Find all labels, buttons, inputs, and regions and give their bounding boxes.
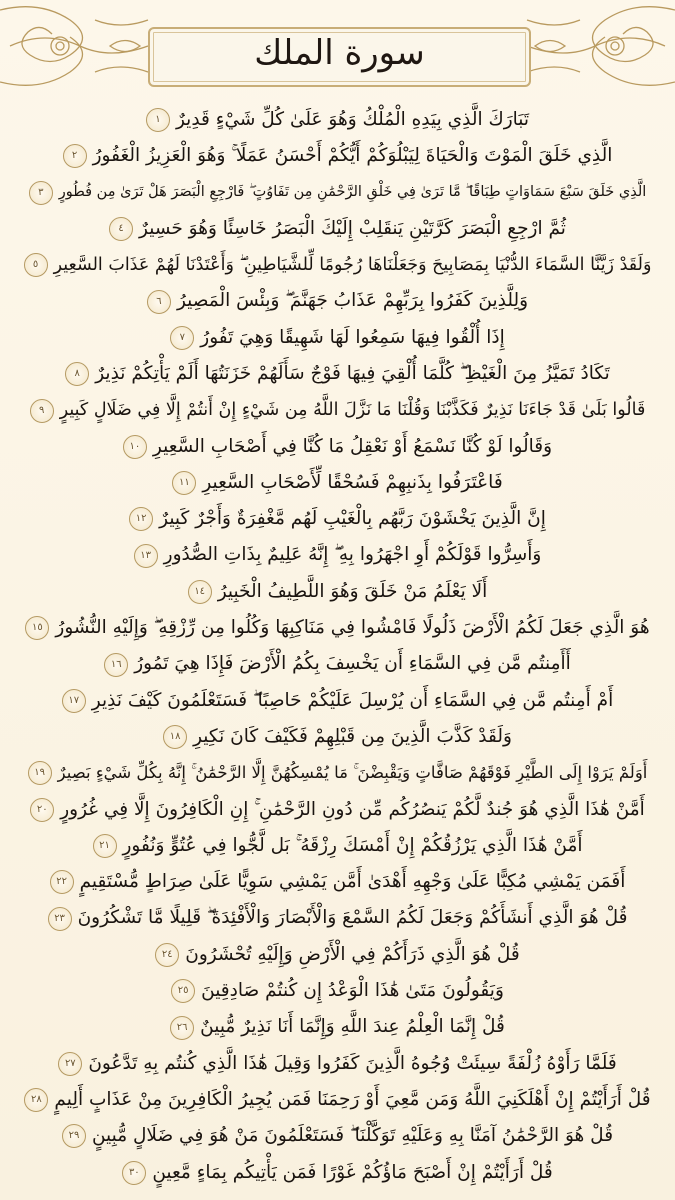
verse-line: [14, 864, 661, 900]
verse-number-marker: ٥: [24, 253, 48, 277]
verse-number-marker: ٢٢: [50, 870, 74, 894]
left-ornament-icon: [0, 0, 150, 92]
verse-number-marker: ١١: [172, 471, 196, 495]
verse-text: قُلْ هُوَ الَّذِي أَنشَأَكُمْ وَجَعَلَ لَكُمُ السَّمْعَ وَالْأَبْصَارَ وَالْأَفْئِدَةَ ۖ قَلِيلًا مَّا تَشْكُرُونَ: [77, 907, 628, 929]
verse-line: [14, 828, 661, 864]
verse-line: [14, 574, 661, 610]
verse-number-marker: ١٧: [62, 689, 86, 713]
verse-line: [14, 1009, 661, 1045]
verse-text: قُلْ أَرَأَيْتُمْ إِنْ أَهْلَكَنِيَ اللَّهُ وَمَن مَّعِيَ أَوْ رَحِمَنَا فَمَن يُجِيرُ الْكَافِرِينَ مِنْ عَذَابٍ أَلِيمٍ: [54, 1088, 651, 1110]
verse-text: الَّذِي خَلَقَ سَبْعَ سَمَاوَاتٍ طِبَاقًا ۖ مَّا تَرَىٰ فِي خَلْقِ الرَّحْمَٰنِ مِن تَفَاوُتٍ ۖ فَارْجِعِ الْبَصَرَ هَلْ تَرَىٰ مِن فُطُورٍ: [58, 184, 647, 201]
verse-number-marker: ٧: [170, 326, 194, 350]
verse-number-marker: ٢١: [93, 834, 117, 858]
verse-line: [14, 102, 661, 138]
verse-line: [14, 392, 661, 428]
verse-line: [14, 501, 661, 537]
verse-line: [14, 1082, 661, 1118]
verse-text: وَقَالُوا لَوْ كُنَّا نَسْمَعُ أَوْ نَعْقِلُ مَا كُنَّا فِي أَصْحَابِ السَّعِيرِ: [152, 435, 553, 457]
verse-text: وَلَقَدْ كَذَّبَ الَّذِينَ مِن قَبْلِهِمْ فَكَيْفَ كَانَ نَكِيرِ: [193, 725, 512, 747]
verse-number-marker: ٢٧: [58, 1052, 82, 1076]
verse-line: [14, 901, 661, 937]
verse-line: [14, 175, 661, 211]
verse-line: [14, 320, 661, 356]
verse-number-marker: ١٩: [28, 761, 52, 785]
verse-text: أَفَمَن يَمْشِي مُكِبًّا عَلَىٰ وَجْهِهِ أَهْدَىٰ أَمَّن يَمْشِي سَوِيًّا عَلَىٰ صِرَاطٍ مُّسْتَقِيمٍ: [79, 871, 626, 893]
verse-number-marker: ٣: [29, 181, 53, 205]
verse-line: [14, 610, 661, 646]
verse-line: [14, 465, 661, 501]
verse-number-marker: ٦: [147, 290, 171, 314]
verse-line: [14, 211, 661, 247]
verse-number-marker: ٢٣: [48, 907, 72, 931]
verse-text: هُوَ الَّذِي جَعَلَ لَكُمُ الْأَرْضَ ذَلُولًا فَامْشُوا فِي مَنَاكِبِهَا وَكُلُوا مِن رِّزْقِهِ ۖ وَإِلَيْهِ النُّشُورُ: [55, 617, 650, 639]
verse-number-marker: ١٥: [25, 616, 49, 640]
verse-text: تَبَارَكَ الَّذِي بِيَدِهِ الْمُلْكُ وَهُوَ عَلَىٰ كُلِّ شَيْءٍ قَدِيرٌ: [175, 108, 530, 130]
title-frame: [148, 27, 531, 87]
verse-line: [14, 138, 661, 174]
verse-text: وَأَسِرُّوا قَوْلَكُمْ أَوِ اجْهَرُوا بِهِ ۖ إِنَّهُ عَلِيمٌ بِذَاتِ الصُّدُورِ: [163, 544, 542, 566]
verse-number-marker: ٢٤: [155, 943, 179, 967]
verse-line: [14, 429, 661, 465]
verse-line: [14, 538, 661, 574]
verse-number-marker: ٨: [65, 362, 89, 386]
verse-number-marker: ٤: [109, 217, 133, 241]
verse-number-marker: ١٦: [104, 653, 128, 677]
surah-title: سورة الملك: [254, 33, 425, 73]
verse-number-marker: ٢٦: [170, 1016, 194, 1040]
verse-number-marker: ١٨: [163, 725, 187, 749]
verse-text: ثُمَّ ارْجِعِ الْبَصَرَ كَرَّتَيْنِ يَنقَلِبْ إِلَيْكَ الْبَصَرُ خَاسِئًا وَهُوَ حَسِيرٌ: [139, 217, 566, 239]
verse-number-marker: ٣٠: [122, 1161, 146, 1185]
verse-number-marker: ١: [146, 108, 170, 132]
verse-line: [14, 1046, 661, 1082]
surah-header: [0, 0, 675, 92]
verse-line: [14, 792, 661, 828]
verse-text: قُلْ أَرَأَيْتُمْ إِنْ أَصْبَحَ مَاؤُكُمْ غَوْرًا فَمَن يَأْتِيكُم بِمَاءٍ مَّعِينٍ: [152, 1161, 553, 1183]
verse-text: فَلَمَّا رَأَوْهُ زُلْفَةً سِيئَتْ وُجُوهُ الَّذِينَ كَفَرُوا وَقِيلَ هَٰذَا الَّذِي كُنتُم بِهِ تَدَّعُونَ: [88, 1052, 617, 1074]
verse-line: [14, 683, 661, 719]
verse-line: [14, 719, 661, 755]
verse-text: أَوَلَمْ يَرَوْا إِلَى الطَّيْرِ فَوْقَهُمْ صَافَّاتٍ وَيَقْبِضْنَ ۚ مَا يُمْسِكُهُنَّ إِلَّا الرَّحْمَٰنُ ۚ إِنَّهُ بِكُلِّ شَيْءٍ بَصِيرٌ: [57, 763, 648, 783]
verses-list: [14, 102, 661, 1191]
verse-number-marker: ١٠: [123, 435, 147, 459]
verse-line: [14, 973, 661, 1009]
verse-line: [14, 937, 661, 973]
verse-number-marker: ١٢: [129, 507, 153, 531]
verse-line: [14, 283, 661, 319]
verse-number-marker: ٢٨: [24, 1088, 48, 1112]
verse-line: [14, 356, 661, 392]
verse-text: فَاعْتَرَفُوا بِذَنبِهِمْ فَسُحْقًا لِّأَصْحَابِ السَّعِيرِ: [202, 471, 503, 493]
verse-text: أَمَّنْ هَٰذَا الَّذِي هُوَ جُندٌ لَّكُمْ يَنصُرُكُم مِّن دُونِ الرَّحْمَٰنِ ۚ إِنِ الْكَافِرُونَ إِلَّا فِي غُرُورٍ: [60, 798, 645, 820]
verse-line: [14, 1155, 661, 1191]
verse-text: أَمَّنْ هَٰذَا الَّذِي يَرْزُقُكُمْ إِنْ أَمْسَكَ رِزْقَهُ ۚ بَل لَّجُّوا فِي عُتُوٍّ وَنُفُورٍ: [122, 834, 583, 856]
verse-text: وَيَقُولُونَ مَتَىٰ هَٰذَا الْوَعْدُ إِن كُنتُمْ صَادِقِينَ: [201, 980, 504, 1002]
verse-text: الَّذِي خَلَقَ الْمَوْتَ وَالْحَيَاةَ لِيَبْلُوَكُمْ أَيُّكُمْ أَحْسَنُ عَمَلًا ۚ وَهُوَ الْعَزِيزُ الْغَفُورُ: [92, 145, 613, 167]
verse-line: [14, 755, 661, 791]
verse-text: قُلْ إِنَّمَا الْعِلْمُ عِندَ اللَّهِ وَإِنَّمَا أَنَا نَذِيرٌ مُّبِينٌ: [200, 1016, 505, 1038]
verse-number-marker: ١٤: [188, 580, 212, 604]
verse-number-marker: ٢٥: [171, 979, 195, 1003]
verse-number-marker: ٢: [63, 144, 87, 168]
verse-line: [14, 646, 661, 682]
verse-number-marker: ٢٠: [30, 798, 54, 822]
verse-text: قُلْ هُوَ الرَّحْمَٰنُ آمَنَّا بِهِ وَعَلَيْهِ تَوَكَّلْنَا ۖ فَسَتَعْلَمُونَ مَنْ هُوَ فِي ضَلَالٍ مُّبِينٍ: [91, 1125, 614, 1147]
verse-number-marker: ٢٩: [62, 1124, 86, 1148]
verse-text: أَأَمِنتُم مَّن فِي السَّمَاءِ أَن يَخْسِفَ بِكُمُ الْأَرْضَ فَإِذَا هِيَ تَمُورُ: [134, 653, 571, 675]
verse-text: وَلِلَّذِينَ كَفَرُوا بِرَبِّهِمْ عَذَابُ جَهَنَّمَ ۖ وَبِئْسَ الْمَصِيرُ: [176, 290, 529, 312]
verse-text: وَلَقَدْ زَيَّنَّا السَّمَاءَ الدُّنْيَا بِمَصَابِيحَ وَجَعَلْنَاهَا رُجُومًا لِّلشَّيَاطِينِ ۖ وَأَعْتَدْنَا لَهُمْ عَذَابَ السَّعِيرِ: [53, 254, 652, 275]
verse-text: تَكَادُ تَمَيَّزُ مِنَ الْغَيْظِ ۖ كُلَّمَا أُلْقِيَ فِيهَا فَوْجٌ سَأَلَهُمْ خَزَنَتُهَا أَلَمْ يَأْتِكُمْ نَذِيرٌ: [95, 362, 610, 384]
right-ornament-icon: [525, 0, 675, 92]
verse-number-marker: ١٣: [134, 544, 158, 568]
verse-text: أَمْ أَمِنتُم مَّن فِي السَّمَاءِ أَن يُرْسِلَ عَلَيْكُمْ حَاصِبًا ۖ فَسَتَعْلَمُونَ كَيْفَ نَذِيرِ: [91, 689, 614, 711]
verse-text: قَالُوا بَلَىٰ قَدْ جَاءَنَا نَذِيرٌ فَكَذَّبْنَا وَقُلْنَا مَا نَزَّلَ اللَّهُ مِن شَيْءٍ إِنْ أَنتُمْ إِلَّا فِي ضَلَالٍ كَبِيرٍ: [59, 399, 646, 420]
verse-text: إِذَا أُلْقُوا فِيهَا سَمِعُوا لَهَا شَهِيقًا وَهِيَ تَفُورُ: [200, 326, 505, 348]
verse-line: [14, 247, 661, 283]
verse-number-marker: ٩: [30, 399, 54, 423]
verse-text: قُلْ هُوَ الَّذِي ذَرَأَكُمْ فِي الْأَرْضِ وَإِلَيْهِ تُحْشَرُونَ: [185, 943, 520, 965]
verse-text: أَلَا يَعْلَمُ مَنْ خَلَقَ وَهُوَ اللَّطِيفُ الْخَبِيرُ: [217, 580, 488, 602]
verse-text: إِنَّ الَّذِينَ يَخْشَوْنَ رَبَّهُم بِالْغَيْبِ لَهُم مَّغْفِرَةٌ وَأَجْرٌ كَبِيرٌ: [159, 508, 546, 530]
verse-line: [14, 1118, 661, 1154]
